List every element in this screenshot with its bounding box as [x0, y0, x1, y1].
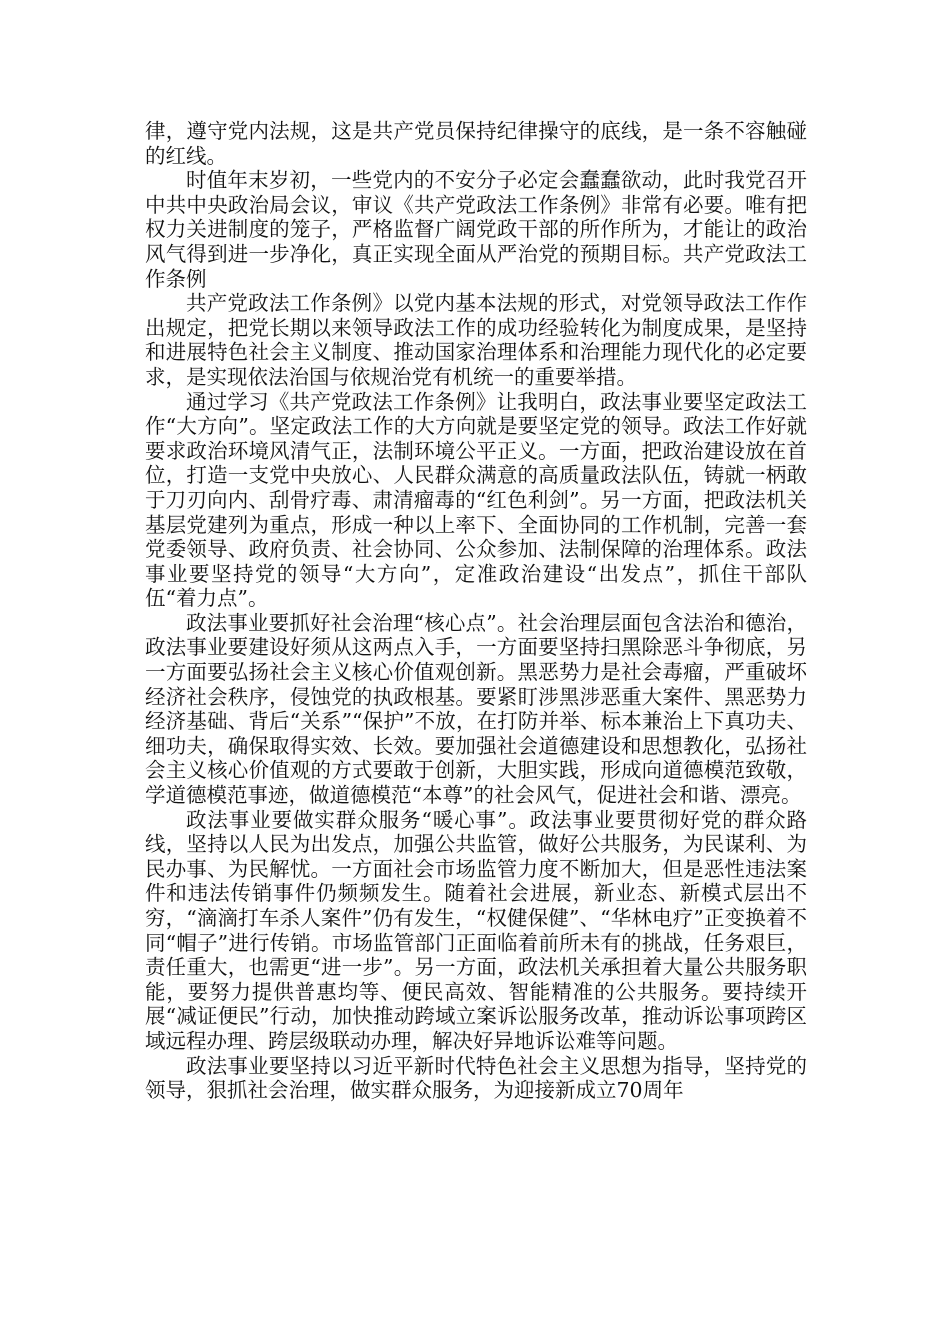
paragraph-2: 时值年末岁初，一些党内的不安分子必定会蠢蠢欲动，此时我党召开中共中央政治局会议，审议《共产党政法工作条例》非常有必要。唯有把权力关进制度的笼子，严格监督广阔党政干部的所作所为，才能让的政治风气得到进一步净化，真正实现全面从严治党的预期目标。共产党政法工作条例 — [145, 168, 807, 291]
paragraph-5: 政法事业要抓好社会治理“核心点”。社会治理层面包含法治和德治，政法事业要建设好须从这两点入手，一方面要坚持扫黑除恶斗争彻底，另一方面要弘扬社会主义核心价值观创新。黑恶势力是社会毒瘤，严重破坏经济社会秩序，侵蚀党的执政根基。要紧盯涉黑涉恶重大案件、黑恶势力经济基础、背后“关系”“保护”不放，在打防并举、标本兼治上下真功夫、细功夫，确保取得实效、长效。要加强社会道德建设和思想教化，弘扬社会主义核心价值观的方式要敢于创新，大胆实践，形成向道德模范致敬，学道德模范事迹，做道德模范“本尊”的社会风气，促进社会和谐、漂亮。 — [145, 610, 807, 808]
paragraph-6: 政法事业要做实群众服务“暖心事”。政法事业要贯彻好党的群众路线，坚持以人民为出发点，加强公共监管，做好公共服务，为民谋利、为民办事、为民解忧。一方面社会市场监管力度不断加大，但是恶性违法案件和违法传销事件仍频频发生。随着社会进展，新业态、新模式层出不穷，“滴滴打车杀人案件”仍有发生，“权健保健”、“华林电疗”正变换着不同“帽子”进行传销。市场监管部门正面临着前所未有的挑战，任务艰巨，责任重大，也需更“进一步”。另一方面，政法机关承担着大量公共服务职能，要努力提供普惠均等、便民高效、智能精准的公共服务。要持续开展“减证便民”行动，加快推动跨域立案诉讼服务改革，推动诉讼事项跨区域远程办理、跨层级联动办理，解决好异地诉讼难等问题。 — [145, 807, 807, 1053]
document-page — [145, 119, 807, 1103]
paragraph-1: 律，遵守党内法规，这是共产党员保持纪律操守的底线，是一条不容触碰的红线。 — [145, 119, 807, 168]
paragraph-3: 共产党政法工作条例》以党内基本法规的形式，对党领导政法工作作出规定，把党长期以来领导政法工作的成功经验转化为制度成果，是坚持和进展特色社会主义制度、推动国家治理体系和治理能力现代化的必定要求，是实现依法治国与依规治党有机统一的重要举措。 — [145, 291, 807, 389]
paragraph-7: 政法事业要坚持以习近平新时代特色社会主义思想为指导，坚持党的领导，狠抓社会治理，做实群众服务，为迎接新成立70周年 — [145, 1053, 807, 1103]
paragraph-4: 通过学习《共产党政法工作条例》让我明白，政法事业要坚定政法工作“大方向”。坚定政法工作的大方向就是要坚定党的领导。政法工作好就要求政治环境风清气正，法制环境公平正义。一方面，把政治建设放在首位，打造一支党中央放心、人民群众满意的高质量政法队伍，铸就一柄敢于刀刃向内、刮骨疗毒、肃清瘤毒的“红色利剑”。另一方面，把政法机关基层党建列为重点，形成一种以上率下、全面协同的工作机制，完善一套党委领导、政府负责、社会协同、公众参加、法制保障的治理体系。政法事业要坚持党的领导“大方向”，定准政治建设“出发点”，抓住干部队伍“着力点”。 — [145, 389, 807, 611]
